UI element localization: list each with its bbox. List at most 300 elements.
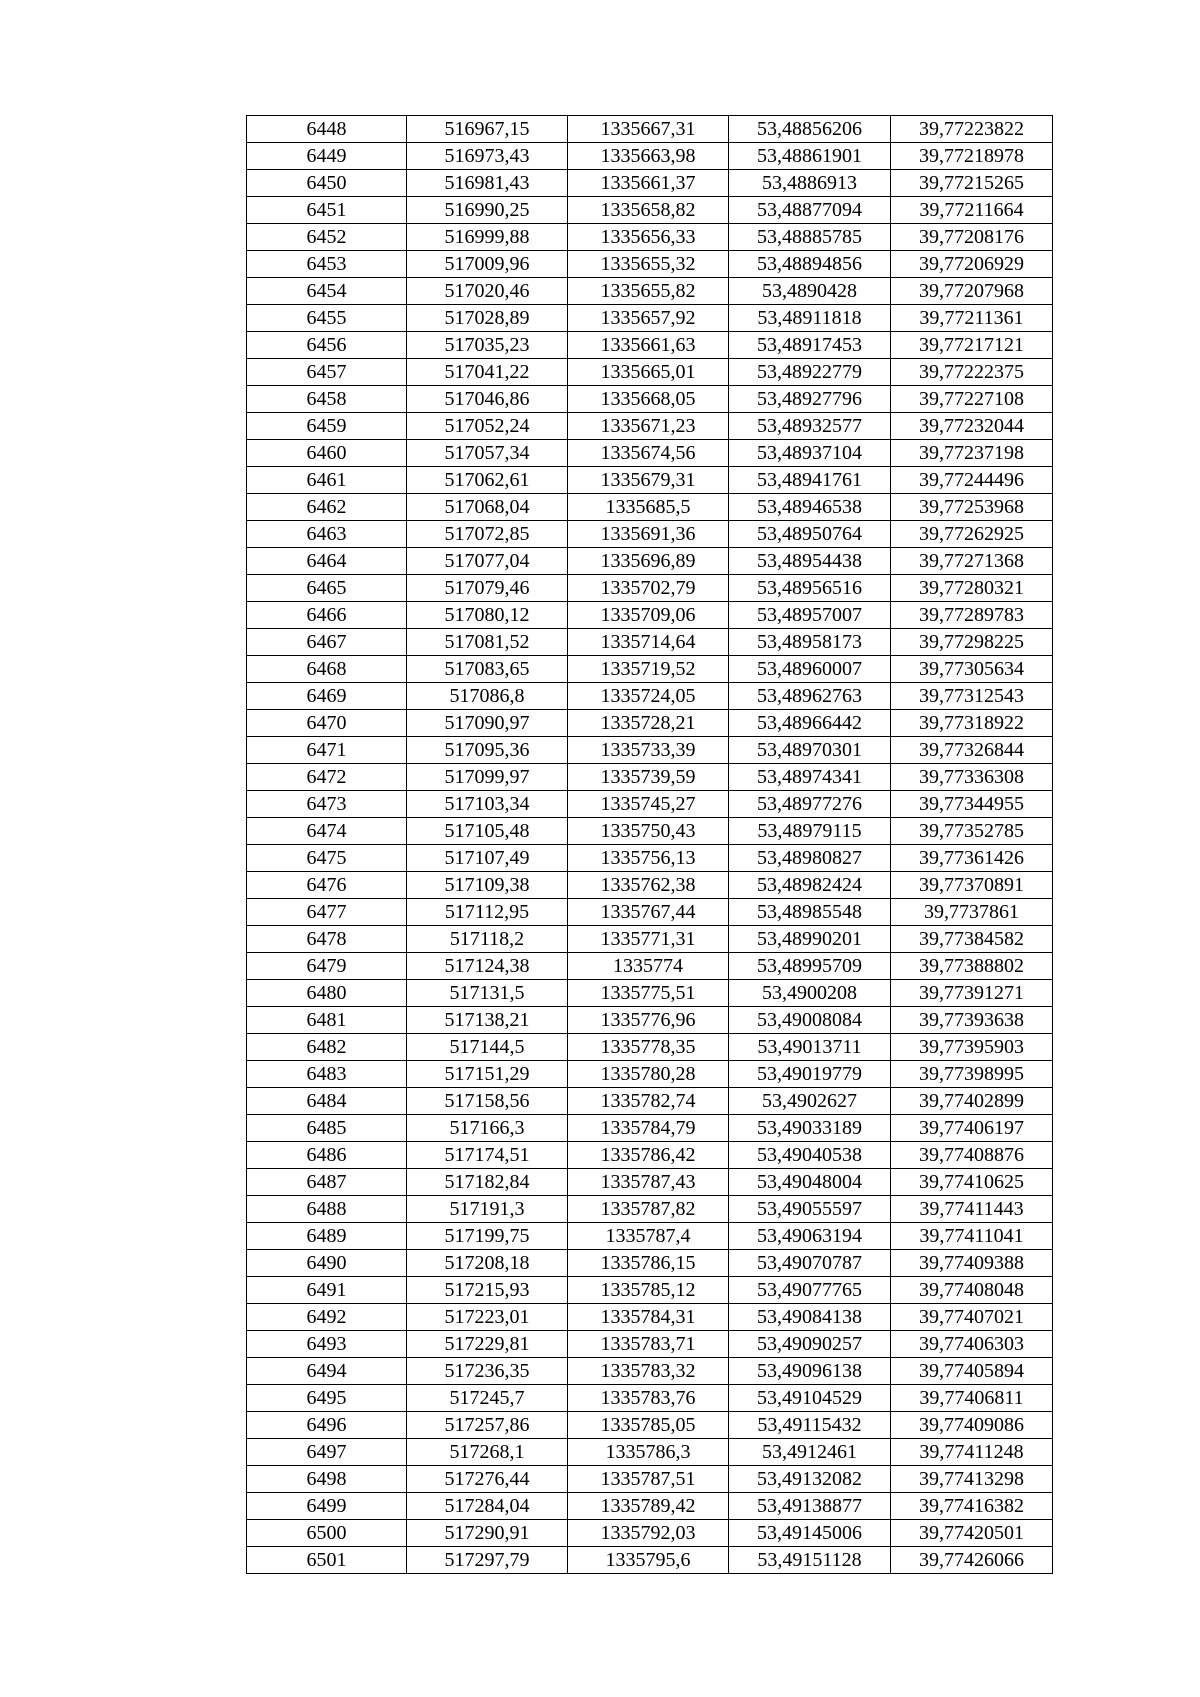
x-coordinate-cell: 517057,34: [407, 440, 568, 467]
longitude-cell: 39,77237198: [891, 440, 1053, 467]
longitude-cell: 39,77402899: [891, 1088, 1053, 1115]
y-coordinate-cell: 1335668,05: [568, 386, 729, 413]
table-row: [247, 1169, 1053, 1196]
table-row: [247, 953, 1053, 980]
y-coordinate-cell: 1335787,51: [568, 1466, 729, 1493]
x-coordinate-cell: 517095,36: [407, 737, 568, 764]
longitude-cell: 39,77217121: [891, 332, 1053, 359]
x-coordinate-cell: 517086,8: [407, 683, 568, 710]
x-coordinate-cell: 517276,44: [407, 1466, 568, 1493]
latitude-cell: 53,4900208: [729, 980, 891, 1007]
table-row: [247, 494, 1053, 521]
latitude-cell: 53,49132082: [729, 1466, 891, 1493]
x-coordinate-cell: 517090,97: [407, 710, 568, 737]
y-coordinate-cell: 1335771,31: [568, 926, 729, 953]
y-coordinate-cell: 1335656,33: [568, 224, 729, 251]
latitude-cell: 53,48954438: [729, 548, 891, 575]
point-number-cell: 6464: [247, 548, 407, 575]
point-number-cell: 6458: [247, 386, 407, 413]
table-row: [247, 1277, 1053, 1304]
table-row: [247, 1142, 1053, 1169]
point-number-cell: 6498: [247, 1466, 407, 1493]
x-coordinate-cell: 517046,86: [407, 386, 568, 413]
x-coordinate-cell: 517182,84: [407, 1169, 568, 1196]
longitude-cell: 39,77393638: [891, 1007, 1053, 1034]
longitude-cell: 39,77223822: [891, 116, 1053, 143]
latitude-cell: 53,49013711: [729, 1034, 891, 1061]
y-coordinate-cell: 1335786,42: [568, 1142, 729, 1169]
point-number-cell: 6449: [247, 143, 407, 170]
y-coordinate-cell: 1335785,05: [568, 1412, 729, 1439]
x-coordinate-cell: 517028,89: [407, 305, 568, 332]
x-coordinate-cell: 517118,2: [407, 926, 568, 953]
x-coordinate-cell: 516981,43: [407, 170, 568, 197]
latitude-cell: 53,48856206: [729, 116, 891, 143]
point-number-cell: 6477: [247, 899, 407, 926]
table-row: [247, 845, 1053, 872]
table-row: [247, 683, 1053, 710]
y-coordinate-cell: 1335785,12: [568, 1277, 729, 1304]
table-row: [247, 251, 1053, 278]
table-row: [247, 575, 1053, 602]
table-row: [247, 548, 1053, 575]
latitude-cell: 53,48937104: [729, 440, 891, 467]
table-row: [247, 359, 1053, 386]
x-coordinate-cell: 517099,97: [407, 764, 568, 791]
table-row: [247, 1088, 1053, 1115]
longitude-cell: 39,77408048: [891, 1277, 1053, 1304]
latitude-cell: 53,49033189: [729, 1115, 891, 1142]
y-coordinate-cell: 1335775,51: [568, 980, 729, 1007]
latitude-cell: 53,49040538: [729, 1142, 891, 1169]
table-row: [247, 521, 1053, 548]
y-coordinate-cell: 1335762,38: [568, 872, 729, 899]
point-number-cell: 6501: [247, 1547, 407, 1574]
y-coordinate-cell: 1335663,98: [568, 143, 729, 170]
point-number-cell: 6495: [247, 1385, 407, 1412]
y-coordinate-cell: 1335784,79: [568, 1115, 729, 1142]
longitude-cell: 39,77211664: [891, 197, 1053, 224]
x-coordinate-cell: 517107,49: [407, 845, 568, 872]
latitude-cell: 53,49084138: [729, 1304, 891, 1331]
y-coordinate-cell: 1335786,15: [568, 1250, 729, 1277]
table-row: [247, 764, 1053, 791]
point-number-cell: 6454: [247, 278, 407, 305]
table-row: [247, 1547, 1053, 1574]
table-row: [247, 710, 1053, 737]
y-coordinate-cell: 1335709,06: [568, 602, 729, 629]
y-coordinate-cell: 1335657,92: [568, 305, 729, 332]
longitude-cell: 39,77410625: [891, 1169, 1053, 1196]
x-coordinate-cell: 517079,46: [407, 575, 568, 602]
table-row: [247, 1250, 1053, 1277]
x-coordinate-cell: 517138,21: [407, 1007, 568, 1034]
point-number-cell: 6496: [247, 1412, 407, 1439]
y-coordinate-cell: 1335658,82: [568, 197, 729, 224]
x-coordinate-cell: 517144,5: [407, 1034, 568, 1061]
y-coordinate-cell: 1335702,79: [568, 575, 729, 602]
y-coordinate-cell: 1335787,43: [568, 1169, 729, 1196]
table-row: [247, 467, 1053, 494]
point-number-cell: 6453: [247, 251, 407, 278]
point-number-cell: 6482: [247, 1034, 407, 1061]
latitude-cell: 53,49077765: [729, 1277, 891, 1304]
point-number-cell: 6487: [247, 1169, 407, 1196]
y-coordinate-cell: 1335756,13: [568, 845, 729, 872]
y-coordinate-cell: 1335691,36: [568, 521, 729, 548]
point-number-cell: 6481: [247, 1007, 407, 1034]
x-coordinate-cell: 517215,93: [407, 1277, 568, 1304]
longitude-cell: 39,77413298: [891, 1466, 1053, 1493]
latitude-cell: 53,48885785: [729, 224, 891, 251]
x-coordinate-cell: 517208,18: [407, 1250, 568, 1277]
latitude-cell: 53,48917453: [729, 332, 891, 359]
latitude-cell: 53,49138877: [729, 1493, 891, 1520]
y-coordinate-cell: 1335767,44: [568, 899, 729, 926]
point-number-cell: 6499: [247, 1493, 407, 1520]
x-coordinate-cell: 517236,35: [407, 1358, 568, 1385]
point-number-cell: 6483: [247, 1061, 407, 1088]
longitude-cell: 39,77215265: [891, 170, 1053, 197]
latitude-cell: 53,49104529: [729, 1385, 891, 1412]
x-coordinate-cell: 517131,5: [407, 980, 568, 1007]
longitude-cell: 39,77416382: [891, 1493, 1053, 1520]
longitude-cell: 39,77405894: [891, 1358, 1053, 1385]
y-coordinate-cell: 1335792,03: [568, 1520, 729, 1547]
table-row: [247, 197, 1053, 224]
x-coordinate-cell: 517020,46: [407, 278, 568, 305]
longitude-cell: 39,77280321: [891, 575, 1053, 602]
latitude-cell: 53,48995709: [729, 953, 891, 980]
x-coordinate-cell: 516990,25: [407, 197, 568, 224]
table-row: [247, 1061, 1053, 1088]
latitude-cell: 53,49115432: [729, 1412, 891, 1439]
table-row: [247, 737, 1053, 764]
table-row: [247, 278, 1053, 305]
point-number-cell: 6476: [247, 872, 407, 899]
x-coordinate-cell: 517151,29: [407, 1061, 568, 1088]
table-row: [247, 926, 1053, 953]
latitude-cell: 53,49151128: [729, 1547, 891, 1574]
point-number-cell: 6484: [247, 1088, 407, 1115]
longitude-cell: 39,77411041: [891, 1223, 1053, 1250]
longitude-cell: 39,77411443: [891, 1196, 1053, 1223]
latitude-cell: 53,48922779: [729, 359, 891, 386]
x-coordinate-cell: 516973,43: [407, 143, 568, 170]
point-number-cell: 6485: [247, 1115, 407, 1142]
x-coordinate-cell: 517199,75: [407, 1223, 568, 1250]
longitude-cell: 39,77395903: [891, 1034, 1053, 1061]
point-number-cell: 6478: [247, 926, 407, 953]
point-number-cell: 6469: [247, 683, 407, 710]
coordinates-table: [246, 115, 1053, 1574]
y-coordinate-cell: 1335679,31: [568, 467, 729, 494]
point-number-cell: 6460: [247, 440, 407, 467]
point-number-cell: 6494: [247, 1358, 407, 1385]
y-coordinate-cell: 1335745,27: [568, 791, 729, 818]
latitude-cell: 53,48966442: [729, 710, 891, 737]
latitude-cell: 53,48990201: [729, 926, 891, 953]
longitude-cell: 39,77318922: [891, 710, 1053, 737]
point-number-cell: 6457: [247, 359, 407, 386]
point-number-cell: 6486: [247, 1142, 407, 1169]
y-coordinate-cell: 1335787,82: [568, 1196, 729, 1223]
table-row: [247, 1304, 1053, 1331]
table-row: [247, 791, 1053, 818]
longitude-cell: 39,77420501: [891, 1520, 1053, 1547]
latitude-cell: 53,49008084: [729, 1007, 891, 1034]
longitude-cell: 39,77398995: [891, 1061, 1053, 1088]
table-row: [247, 1223, 1053, 1250]
y-coordinate-cell: 1335655,32: [568, 251, 729, 278]
x-coordinate-cell: 517072,85: [407, 521, 568, 548]
point-number-cell: 6450: [247, 170, 407, 197]
latitude-cell: 53,48894856: [729, 251, 891, 278]
x-coordinate-cell: 517077,04: [407, 548, 568, 575]
point-number-cell: 6467: [247, 629, 407, 656]
point-number-cell: 6463: [247, 521, 407, 548]
latitude-cell: 53,48974341: [729, 764, 891, 791]
x-coordinate-cell: 517035,23: [407, 332, 568, 359]
x-coordinate-cell: 517290,91: [407, 1520, 568, 1547]
y-coordinate-cell: 1335774: [568, 953, 729, 980]
point-number-cell: 6470: [247, 710, 407, 737]
table-row: [247, 386, 1053, 413]
y-coordinate-cell: 1335783,32: [568, 1358, 729, 1385]
latitude-cell: 53,48911818: [729, 305, 891, 332]
latitude-cell: 53,48962763: [729, 683, 891, 710]
table-row: [247, 1520, 1053, 1547]
x-coordinate-cell: 517284,04: [407, 1493, 568, 1520]
table-row: [247, 1466, 1053, 1493]
x-coordinate-cell: 517068,04: [407, 494, 568, 521]
latitude-cell: 53,49090257: [729, 1331, 891, 1358]
y-coordinate-cell: 1335728,21: [568, 710, 729, 737]
longitude-cell: 39,77406197: [891, 1115, 1053, 1142]
y-coordinate-cell: 1335714,64: [568, 629, 729, 656]
table-row: [247, 1115, 1053, 1142]
point-number-cell: 6491: [247, 1277, 407, 1304]
longitude-cell: 39,77253968: [891, 494, 1053, 521]
point-number-cell: 6451: [247, 197, 407, 224]
x-coordinate-cell: 516999,88: [407, 224, 568, 251]
latitude-cell: 53,48957007: [729, 602, 891, 629]
latitude-cell: 53,48950764: [729, 521, 891, 548]
table-row: [247, 1358, 1053, 1385]
latitude-cell: 53,4912461: [729, 1439, 891, 1466]
y-coordinate-cell: 1335795,6: [568, 1547, 729, 1574]
y-coordinate-cell: 1335783,76: [568, 1385, 729, 1412]
table-row: [247, 1331, 1053, 1358]
latitude-cell: 53,49055597: [729, 1196, 891, 1223]
latitude-cell: 53,49070787: [729, 1250, 891, 1277]
y-coordinate-cell: 1335655,82: [568, 278, 729, 305]
x-coordinate-cell: 517112,95: [407, 899, 568, 926]
longitude-cell: 39,77361426: [891, 845, 1053, 872]
table-row: [247, 440, 1053, 467]
x-coordinate-cell: 517191,3: [407, 1196, 568, 1223]
table-row: [247, 656, 1053, 683]
table-row: [247, 602, 1053, 629]
y-coordinate-cell: 1335685,5: [568, 494, 729, 521]
longitude-cell: 39,77232044: [891, 413, 1053, 440]
longitude-cell: 39,77388802: [891, 953, 1053, 980]
latitude-cell: 53,48946538: [729, 494, 891, 521]
x-coordinate-cell: 517174,51: [407, 1142, 568, 1169]
x-coordinate-cell: 517103,34: [407, 791, 568, 818]
longitude-cell: 39,77312543: [891, 683, 1053, 710]
point-number-cell: 6471: [247, 737, 407, 764]
longitude-cell: 39,7737861: [891, 899, 1053, 926]
table-row: [247, 1034, 1053, 1061]
latitude-cell: 53,49096138: [729, 1358, 891, 1385]
longitude-cell: 39,77411248: [891, 1439, 1053, 1466]
latitude-cell: 53,49063194: [729, 1223, 891, 1250]
latitude-cell: 53,48956516: [729, 575, 891, 602]
point-number-cell: 6497: [247, 1439, 407, 1466]
x-coordinate-cell: 517166,3: [407, 1115, 568, 1142]
longitude-cell: 39,77211361: [891, 305, 1053, 332]
point-number-cell: 6500: [247, 1520, 407, 1547]
point-number-cell: 6488: [247, 1196, 407, 1223]
point-number-cell: 6474: [247, 818, 407, 845]
x-coordinate-cell: 517297,79: [407, 1547, 568, 1574]
point-number-cell: 6490: [247, 1250, 407, 1277]
y-coordinate-cell: 1335661,63: [568, 332, 729, 359]
longitude-cell: 39,77218978: [891, 143, 1053, 170]
latitude-cell: 53,4890428: [729, 278, 891, 305]
y-coordinate-cell: 1335787,4: [568, 1223, 729, 1250]
longitude-cell: 39,77227108: [891, 386, 1053, 413]
y-coordinate-cell: 1335671,23: [568, 413, 729, 440]
longitude-cell: 39,77406303: [891, 1331, 1053, 1358]
x-coordinate-cell: 517009,96: [407, 251, 568, 278]
latitude-cell: 53,49019779: [729, 1061, 891, 1088]
longitude-cell: 39,77409086: [891, 1412, 1053, 1439]
y-coordinate-cell: 1335780,28: [568, 1061, 729, 1088]
point-number-cell: 6459: [247, 413, 407, 440]
coordinates-table-body: [247, 116, 1053, 1574]
longitude-cell: 39,77391271: [891, 980, 1053, 1007]
x-coordinate-cell: 517229,81: [407, 1331, 568, 1358]
latitude-cell: 53,48960007: [729, 656, 891, 683]
point-number-cell: 6465: [247, 575, 407, 602]
y-coordinate-cell: 1335724,05: [568, 683, 729, 710]
longitude-cell: 39,77426066: [891, 1547, 1053, 1574]
table-row: [247, 143, 1053, 170]
y-coordinate-cell: 1335750,43: [568, 818, 729, 845]
y-coordinate-cell: 1335782,74: [568, 1088, 729, 1115]
longitude-cell: 39,77384582: [891, 926, 1053, 953]
y-coordinate-cell: 1335778,35: [568, 1034, 729, 1061]
latitude-cell: 53,48982424: [729, 872, 891, 899]
x-coordinate-cell: 517158,56: [407, 1088, 568, 1115]
point-number-cell: 6466: [247, 602, 407, 629]
x-coordinate-cell: 517080,12: [407, 602, 568, 629]
latitude-cell: 53,48958173: [729, 629, 891, 656]
point-number-cell: 6492: [247, 1304, 407, 1331]
point-number-cell: 6480: [247, 980, 407, 1007]
longitude-cell: 39,77222375: [891, 359, 1053, 386]
table-row: [247, 116, 1053, 143]
longitude-cell: 39,77352785: [891, 818, 1053, 845]
point-number-cell: 6475: [247, 845, 407, 872]
point-number-cell: 6462: [247, 494, 407, 521]
longitude-cell: 39,77370891: [891, 872, 1053, 899]
y-coordinate-cell: 1335776,96: [568, 1007, 729, 1034]
longitude-cell: 39,77244496: [891, 467, 1053, 494]
table-row: [247, 980, 1053, 1007]
latitude-cell: 53,4902627: [729, 1088, 891, 1115]
x-coordinate-cell: 517062,61: [407, 467, 568, 494]
point-number-cell: 6473: [247, 791, 407, 818]
point-number-cell: 6456: [247, 332, 407, 359]
point-number-cell: 6493: [247, 1331, 407, 1358]
longitude-cell: 39,77305634: [891, 656, 1053, 683]
latitude-cell: 53,48932577: [729, 413, 891, 440]
longitude-cell: 39,77262925: [891, 521, 1053, 548]
table-row: [247, 170, 1053, 197]
y-coordinate-cell: 1335696,89: [568, 548, 729, 575]
table-row: [247, 1007, 1053, 1034]
point-number-cell: 6472: [247, 764, 407, 791]
latitude-cell: 53,4886913: [729, 170, 891, 197]
point-number-cell: 6448: [247, 116, 407, 143]
x-coordinate-cell: 517081,52: [407, 629, 568, 656]
y-coordinate-cell: 1335719,52: [568, 656, 729, 683]
table-row: [247, 1439, 1053, 1466]
longitude-cell: 39,77298225: [891, 629, 1053, 656]
x-coordinate-cell: 517223,01: [407, 1304, 568, 1331]
x-coordinate-cell: 517052,24: [407, 413, 568, 440]
table-row: [247, 1196, 1053, 1223]
table-row: [247, 1412, 1053, 1439]
longitude-cell: 39,77408876: [891, 1142, 1053, 1169]
latitude-cell: 53,48877094: [729, 197, 891, 224]
y-coordinate-cell: 1335786,3: [568, 1439, 729, 1466]
longitude-cell: 39,77271368: [891, 548, 1053, 575]
point-number-cell: 6452: [247, 224, 407, 251]
y-coordinate-cell: 1335789,42: [568, 1493, 729, 1520]
point-number-cell: 6468: [247, 656, 407, 683]
longitude-cell: 39,77206929: [891, 251, 1053, 278]
table-row: [247, 413, 1053, 440]
y-coordinate-cell: 1335674,56: [568, 440, 729, 467]
y-coordinate-cell: 1335661,37: [568, 170, 729, 197]
x-coordinate-cell: 516967,15: [407, 116, 568, 143]
point-number-cell: 6479: [247, 953, 407, 980]
latitude-cell: 53,49145006: [729, 1520, 891, 1547]
table-row: [247, 899, 1053, 926]
y-coordinate-cell: 1335667,31: [568, 116, 729, 143]
table-row: [247, 1385, 1053, 1412]
x-coordinate-cell: 517041,22: [407, 359, 568, 386]
latitude-cell: 53,48980827: [729, 845, 891, 872]
longitude-cell: 39,77406811: [891, 1385, 1053, 1412]
x-coordinate-cell: 517109,38: [407, 872, 568, 899]
y-coordinate-cell: 1335739,59: [568, 764, 729, 791]
table-row: [247, 629, 1053, 656]
x-coordinate-cell: 517105,48: [407, 818, 568, 845]
longitude-cell: 39,77344955: [891, 791, 1053, 818]
latitude-cell: 53,48861901: [729, 143, 891, 170]
x-coordinate-cell: 517083,65: [407, 656, 568, 683]
table-row: [247, 305, 1053, 332]
longitude-cell: 39,77407021: [891, 1304, 1053, 1331]
longitude-cell: 39,77326844: [891, 737, 1053, 764]
latitude-cell: 53,49048004: [729, 1169, 891, 1196]
point-number-cell: 6489: [247, 1223, 407, 1250]
